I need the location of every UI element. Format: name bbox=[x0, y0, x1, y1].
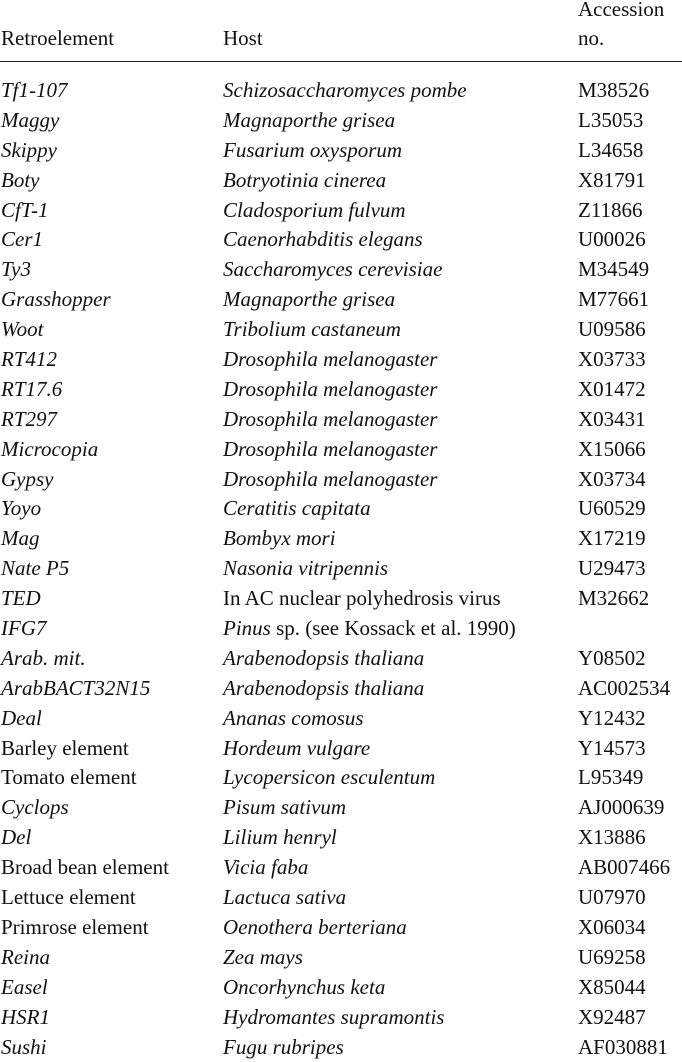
cell-accession: U29473 bbox=[578, 556, 646, 581]
cell-accession: M38526 bbox=[578, 78, 650, 102]
cell-retroelement: Grasshopper bbox=[1, 287, 111, 312]
cell-host-species: Hordeum vulgare bbox=[223, 735, 371, 760]
table-row bbox=[0, 913, 682, 943]
header-accession-line1: Accession bbox=[578, 0, 665, 21]
cell-host-species: Magnaporthe grisea bbox=[223, 107, 396, 132]
cell-retroelement: Maggy bbox=[1, 107, 60, 132]
cell-accession: L35053 bbox=[578, 107, 644, 132]
cell-accession: AJ000639 bbox=[578, 795, 665, 820]
cell-accession: X03734 bbox=[578, 466, 646, 491]
table-row bbox=[0, 614, 682, 644]
table-row bbox=[0, 106, 682, 136]
cell-host-species: Drosophila melanogaster bbox=[223, 406, 438, 431]
cell-accession: AC002534 bbox=[578, 675, 671, 700]
cell-host bbox=[223, 494, 371, 524]
cell-accession: X03733 bbox=[578, 347, 646, 372]
cell-retroelement: Deal bbox=[1, 705, 42, 730]
cell-host-rest: In AC nuclear polyhedrosis virus bbox=[223, 586, 501, 611]
cell-retroelement: RT412 bbox=[1, 347, 58, 372]
table-row bbox=[0, 554, 682, 584]
cell-host-species: Tribolium castaneum bbox=[223, 317, 401, 342]
cell-retroelement: Barley element bbox=[1, 735, 129, 760]
table-body bbox=[0, 76, 682, 1062]
cell-host bbox=[223, 405, 437, 435]
table-row bbox=[0, 345, 682, 375]
table-row bbox=[0, 285, 682, 315]
cell-host bbox=[223, 973, 385, 1003]
table-row bbox=[0, 435, 682, 465]
cell-host bbox=[223, 793, 346, 823]
cell-retroelement: RT297 bbox=[1, 406, 58, 431]
cell-host bbox=[223, 1033, 344, 1062]
header-accession-line2: no. bbox=[578, 26, 605, 50]
cell-host bbox=[223, 465, 437, 495]
cell-host-species: Arabenodopsis thaliana bbox=[223, 675, 425, 700]
table-row bbox=[0, 315, 682, 345]
cell-host bbox=[223, 1003, 444, 1033]
cell-retroelement: Tf1-107 bbox=[1, 78, 68, 102]
cell-host-species: Magnaporthe grisea bbox=[223, 287, 396, 312]
table-row bbox=[0, 584, 682, 614]
cell-host bbox=[223, 285, 395, 315]
cell-host bbox=[223, 734, 370, 764]
cell-host-species: Vicia faba bbox=[223, 855, 309, 880]
cell-host bbox=[223, 166, 386, 196]
table-row bbox=[0, 405, 682, 435]
cell-host-species: Drosophila melanogaster bbox=[223, 376, 438, 401]
cell-retroelement: Broad bean element bbox=[1, 855, 169, 880]
cell-host bbox=[223, 375, 437, 405]
table-row bbox=[0, 853, 682, 883]
cell-host bbox=[223, 644, 424, 674]
cell-retroelement: Easel bbox=[1, 974, 48, 999]
cell-host-species: Lycopersicon esculentum bbox=[223, 765, 436, 790]
cell-accession: AF030881 bbox=[578, 1034, 668, 1059]
cell-host bbox=[223, 763, 435, 793]
cell-host bbox=[223, 584, 501, 614]
cell-host-species: Oncorhynchus keta bbox=[223, 974, 386, 999]
cell-accession: X17219 bbox=[578, 526, 646, 551]
cell-accession: Y08502 bbox=[578, 645, 646, 670]
cell-host-species: Nasonia vitripennis bbox=[223, 556, 389, 581]
cell-host-species: Lactuca sativa bbox=[223, 885, 347, 910]
cell-host bbox=[223, 136, 402, 166]
cell-retroelement: Cer1 bbox=[1, 227, 43, 252]
header-rule bbox=[0, 61, 682, 62]
cell-host bbox=[223, 435, 437, 465]
cell-host-species: Pisum sativum bbox=[223, 795, 347, 820]
table-row bbox=[0, 494, 682, 524]
cell-host-species: Pinus bbox=[223, 616, 271, 641]
table-row bbox=[0, 734, 682, 764]
cell-retroelement: Ty3 bbox=[1, 257, 31, 282]
cell-retroelement: Arab. mit. bbox=[1, 645, 86, 670]
cell-host-species: Ananas comosus bbox=[223, 705, 364, 730]
cell-accession: U07970 bbox=[578, 885, 646, 910]
cell-host-species: Lilium henryl bbox=[223, 825, 337, 850]
table-row bbox=[0, 465, 682, 495]
cell-retroelement: IFG7 bbox=[1, 616, 47, 641]
cell-accession: U09586 bbox=[578, 317, 646, 342]
cell-retroelement: Tomato element bbox=[1, 765, 137, 790]
cell-host-species: Saccharomyces cerevisiae bbox=[223, 257, 443, 282]
table-row bbox=[0, 166, 682, 196]
table-row bbox=[0, 973, 682, 1003]
table-row bbox=[0, 76, 682, 106]
cell-host bbox=[223, 674, 424, 704]
cell-host bbox=[223, 315, 401, 345]
header-host: Host bbox=[223, 26, 263, 50]
cell-host bbox=[223, 704, 364, 734]
cell-retroelement: Lettuce element bbox=[1, 885, 136, 910]
cell-retroelement: Primrose element bbox=[1, 914, 149, 939]
header-retroelement: Retroelement bbox=[1, 26, 115, 50]
table-row bbox=[0, 674, 682, 704]
cell-accession: Y14573 bbox=[578, 735, 646, 760]
cell-retroelement: CfT-1 bbox=[1, 197, 49, 222]
cell-accession: L34658 bbox=[578, 137, 644, 162]
cell-accession: X13886 bbox=[578, 825, 646, 850]
cell-host-species: Cladosporium fulvum bbox=[223, 197, 406, 222]
cell-retroelement: Cyclops bbox=[1, 795, 69, 820]
cell-accession: L95349 bbox=[578, 765, 644, 790]
cell-host-species: Arabenodopsis thaliana bbox=[223, 645, 425, 670]
header-accession bbox=[578, 0, 664, 53]
cell-accession: U00026 bbox=[578, 227, 646, 252]
cell-host bbox=[223, 913, 407, 943]
cell-host bbox=[223, 853, 308, 883]
table-row bbox=[0, 524, 682, 554]
cell-host bbox=[223, 614, 516, 644]
cell-host-species: Botryotinia cinerea bbox=[223, 167, 387, 192]
table-row bbox=[0, 823, 682, 853]
cell-retroelement: Skippy bbox=[1, 137, 57, 162]
cell-retroelement: Nate P5 bbox=[1, 556, 70, 581]
cell-host bbox=[223, 554, 388, 584]
cell-host-species: Fusarium oxysporum bbox=[223, 137, 403, 162]
cell-retroelement: Microcopia bbox=[1, 436, 99, 461]
table-row bbox=[0, 943, 682, 973]
cell-accession: X01472 bbox=[578, 376, 646, 401]
cell-accession: M77661 bbox=[578, 287, 650, 312]
table-row bbox=[0, 196, 682, 226]
cell-retroelement: HSR1 bbox=[1, 1004, 50, 1029]
cell-host-species: Bombyx mori bbox=[223, 526, 336, 551]
cell-host bbox=[223, 225, 423, 255]
cell-host-species: Oenothera berteriana bbox=[223, 914, 407, 939]
table-row bbox=[0, 644, 682, 674]
cell-accession: Z11866 bbox=[578, 197, 643, 222]
table-row bbox=[0, 1033, 682, 1062]
cell-host-species: Schizosaccharomyces pombe bbox=[223, 78, 467, 102]
cell-retroelement: Gypsy bbox=[1, 466, 54, 491]
table-row bbox=[0, 136, 682, 166]
cell-retroelement: RT17.6 bbox=[1, 376, 63, 401]
cell-retroelement: Woot bbox=[1, 317, 44, 342]
table-row bbox=[0, 225, 682, 255]
table-row bbox=[0, 883, 682, 913]
cell-host-rest: sp. (see Kossack et al. 1990) bbox=[270, 616, 516, 641]
table-row bbox=[0, 375, 682, 405]
cell-accession: X03431 bbox=[578, 406, 646, 431]
table-row bbox=[0, 793, 682, 823]
cell-accession: X92487 bbox=[578, 1004, 646, 1029]
table-row bbox=[0, 255, 682, 285]
cell-retroelement: Del bbox=[1, 825, 32, 850]
cell-retroelement: Reina bbox=[1, 944, 50, 969]
cell-accession: X81791 bbox=[578, 167, 646, 192]
cell-host-species: Ceratitis capitata bbox=[223, 496, 371, 521]
cell-retroelement: Mag bbox=[1, 526, 40, 551]
cell-host-species: Drosophila melanogaster bbox=[223, 466, 438, 491]
table-header bbox=[0, 0, 682, 62]
cell-host bbox=[223, 524, 336, 554]
cell-host bbox=[223, 106, 395, 136]
cell-host-species: Fugu rubripes bbox=[223, 1034, 344, 1059]
cell-accession: X85044 bbox=[578, 974, 646, 999]
cell-host bbox=[223, 196, 406, 226]
table-row bbox=[0, 1003, 682, 1033]
cell-host bbox=[223, 345, 437, 375]
cell-accession: U69258 bbox=[578, 944, 646, 969]
cell-retroelement: Boty bbox=[1, 167, 40, 192]
cell-host bbox=[223, 76, 467, 106]
cell-host-species: Hydromantes supramontis bbox=[223, 1004, 445, 1029]
cell-host bbox=[223, 943, 303, 973]
cell-host-species: Drosophila melanogaster bbox=[223, 347, 438, 372]
cell-host bbox=[223, 823, 337, 853]
cell-accession: Y12432 bbox=[578, 705, 646, 730]
cell-retroelement: ArabBACT32N15 bbox=[1, 675, 151, 700]
table-row bbox=[0, 704, 682, 734]
cell-accession: AB007466 bbox=[578, 855, 671, 880]
cell-accession: X15066 bbox=[578, 436, 646, 461]
cell-accession: M34549 bbox=[578, 257, 650, 282]
cell-accession: M32662 bbox=[578, 586, 650, 611]
table-row bbox=[0, 763, 682, 793]
cell-host-species: Zea mays bbox=[223, 944, 303, 969]
cell-accession: U60529 bbox=[578, 496, 646, 521]
cell-retroelement: TED bbox=[1, 586, 41, 611]
cell-host-species: Drosophila melanogaster bbox=[223, 436, 438, 461]
cell-retroelement: Sushi bbox=[1, 1034, 47, 1059]
cell-accession: X06034 bbox=[578, 914, 646, 939]
cell-host bbox=[223, 883, 346, 913]
cell-host bbox=[223, 255, 442, 285]
cell-host-species: Caenorhabditis elegans bbox=[223, 227, 423, 252]
cell-retroelement: Yoyo bbox=[1, 496, 42, 521]
